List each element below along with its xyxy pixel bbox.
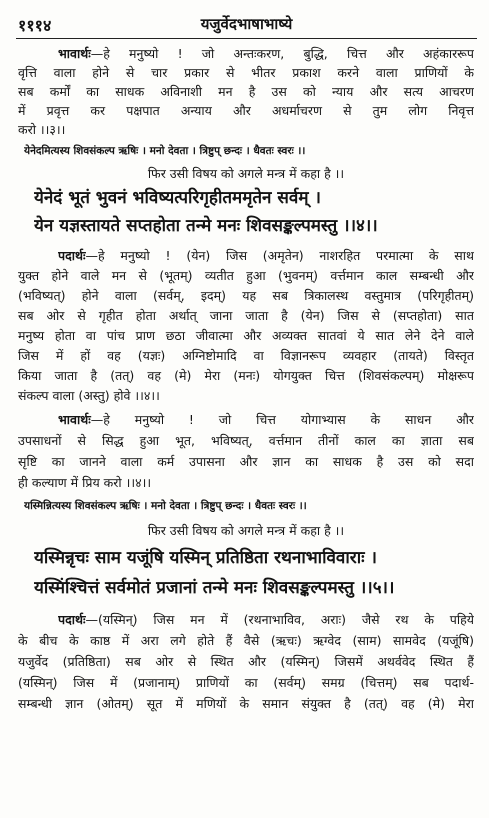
- text-line: के बीच के काष्ठ में अरा लगे होते हैं वैसे (ऋचः) ऋग्वेद (साम) सामवेद (यजूंषि): [18, 633, 474, 648]
- mantra-metadata: येनेदमित्यस्य शिवसंकल्प ऋषिः । मनो देवता । त्रिष्टुप् छन्दः । धैवतः स्वरः ।।: [24, 145, 306, 157]
- padartha-4-line-1: [58, 246, 474, 265]
- page-header: [18, 12, 475, 36]
- text-line: संकल्प वाला (अस्तु) होवे ।।४।।: [18, 388, 160, 403]
- page-number: १११४: [18, 16, 52, 35]
- bhavartha-3-line-1: [58, 44, 474, 63]
- text-line: सब ओर से गृहीत होता अर्थात् जाना जाता है (येन) जिस से (सप्तहोता) सात: [18, 308, 474, 323]
- text-line: —हे मनुष्यो ! जो चित्त योगाभ्यास के साधन और: [90, 412, 474, 427]
- text-line: सब कर्मों का साधक अविनाशी मन है उस को न्याय और सत्य आचरण: [18, 84, 474, 99]
- bhavartha-4-line-1: [58, 410, 474, 429]
- text-line: (भविष्यत्) होने वाला (सर्वम्, इदम्) यह सब त्रिकालस्थ वस्तुमात्र (परिगृहीतम्): [18, 288, 474, 303]
- text-line: ही कल्याण में प्रिय करो ।।४।।: [18, 475, 152, 490]
- text-line: मनुष्य होता वा पांच प्राण छठा जीवात्मा और अव्यक्त सातवां ये सात लेने देने वाले: [18, 328, 474, 343]
- mantra-line: येन यज्ञस्तायते सप्तहोता तन्मे मनः शिवसङ्कल्पमस्तु ।।४।।: [34, 216, 378, 236]
- text-line: —(यस्मिन्) जिस मन में (रथनाभाविव, अराः) जैसे रथ के पहिये: [85, 612, 474, 627]
- text-line: में प्रवृत्त कर पक्षपात अन्याय और अधर्माचरण से तुम लोग निवृत्त: [18, 103, 474, 118]
- mantra-line: येनेदं भूतं भुवनं भविष्यत्परिगृहीतममृतेन सर्वम् ।: [34, 188, 321, 208]
- text-line: सम्बन्धी ज्ञान (ओतम्) सूत में मणियों के समान संयुक्त है (तत्) वह (मे) मेरा: [18, 696, 474, 711]
- text-line: करो ।।३।।: [18, 122, 66, 137]
- padartha-label: पदार्थः: [58, 248, 86, 263]
- padartha-label: पदार्थः: [58, 612, 86, 627]
- mantra-line: यस्मिंश्चित्तं सर्वमोतं प्रजानां तन्मे मनः शिवसङ्कल्पमस्तु ।।५।।: [34, 578, 395, 598]
- header-rule: [16, 38, 477, 39]
- intro-line: फिर उसी विषय को अगले मन्त्र में कहा है ।।: [147, 523, 345, 538]
- text-line: उपसाधनों से सिद्ध हुआ भूत, भविष्यत्, वर्त्तमान तीनों काल का ज्ञाता सब: [18, 433, 474, 448]
- text-line: —हे मनुष्यो ! (येन) जिस (अमृतेन) नाशरहित परमात्मा के साथ: [85, 248, 474, 263]
- text-line: सृष्टि का जानने वाला कर्म उपासना और ज्ञान का साधक है उस को सदा: [18, 454, 474, 469]
- intro-line: फिर उसी विषय को अगले मन्त्र में कहा है ।।: [147, 166, 345, 181]
- text-line: जिस में हों वह (यज्ञः) अग्निष्टोमादि वा विज्ञानरूप व्यवहार (तायते) विस्तृत: [18, 348, 474, 363]
- mantra-line: यस्मिन्नृचः साम यजूंषि यस्मिन् प्रतिष्ठिता रथनाभाविवाराः ।: [34, 548, 377, 568]
- bhavartha-label: भावार्थः: [58, 412, 91, 427]
- mantra-metadata: यस्मिन्नित्यस्य शिवसंकल्प ऋषिः । मनो देवता । त्रिष्टुप् छन्दः । धैवतः स्वरः ।।: [24, 500, 307, 512]
- running-title: यजुर्वेदभाषाभाष्ये: [200, 15, 293, 33]
- text-line: किया जाता है (तत्) वह (मे) मेरा (मनः) योगयुक्त चित्त (शिवसंकल्पम्) मोक्षरूप: [18, 368, 474, 383]
- bhavartha-label: भावार्थः: [58, 46, 91, 61]
- text-line: —हे मनुष्यो ! जो अन्तःकरण, बुद्धि, चित्त और अहंकाररूप: [90, 46, 474, 61]
- text-line: यजुर्वेद (प्रतिष्ठिता) सब ओर से स्थित और (यस्मिन्) जिसमें अथर्ववेद स्थित हैं: [18, 654, 474, 669]
- text-line: वृत्ति वाला होने से चार प्रकार से भीतर प्रकाश करने वाला प्राणियों के: [18, 65, 474, 80]
- text-line: (यस्मिन्) जिस में (प्रजानाम्) प्राणियों का (सर्वम्) समग्र (चित्तम्) सब पदार्थ-: [18, 675, 474, 690]
- padartha-5-line-1: [58, 610, 474, 629]
- text-line: युक्त होने वाले मन से (भूतम्) व्यतीत हुआ (भुवनम्) वर्त्तमान काल सम्बन्धी और: [18, 268, 474, 283]
